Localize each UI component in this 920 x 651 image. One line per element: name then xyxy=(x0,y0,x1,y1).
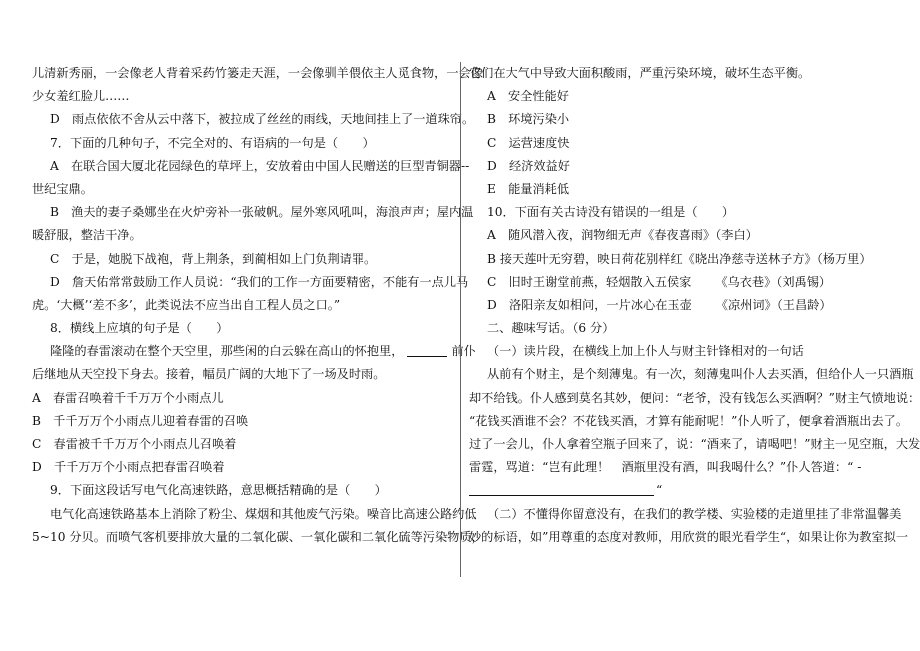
section-heading: 二、趣味写话。（6 分） xyxy=(487,321,615,336)
subsection-1: （一）读片段，在横线上加上仆人与财主针锋相对的一句话 xyxy=(487,344,804,359)
option-d xyxy=(469,294,887,317)
option-a: A 随风潜入夜，润物细无声《春夜喜雨》（李白） xyxy=(487,228,758,243)
option-c: C 于是，她脱下战袍，背上荆条，到蔺相如上门负荆请罪。 xyxy=(50,251,377,266)
question-8-passage-cont: 后继地从天空投下身去。接着，幅员广阔的大地下了一场及时雨。 xyxy=(32,367,386,382)
question-10: 10．下面有关古诗没有错误的一组是（ ） xyxy=(487,205,735,220)
story-line: “花钱买酒谁不会？不花钱买酒，才算有能耐呢！”仆人听了，便拿着酒瓶出去了。 xyxy=(469,413,909,428)
story-line: 从前有个财主，是个刻薄鬼。有一次，刻薄鬼叫仆人去买酒，但给仆人一只酒瓶 xyxy=(487,367,914,382)
question-7: 7．下面的几种句子，不完全对的、有语病的一句是（ ） xyxy=(50,135,375,150)
option-c: C 运营速度快 xyxy=(487,135,570,150)
passage-line: 它们在大气中导致大面积酸雨，严重污染环境，破坏生态平衡。 xyxy=(469,66,811,80)
option-a: A 在联合国大厦北花园绿色的草坪上，安放着由中国人民赠送的巨型青铜器-- xyxy=(50,158,470,173)
question-8-passage xyxy=(32,340,476,363)
fill-blank xyxy=(407,342,447,357)
option-d: D 千千万万个小雨点把春雷召唤着 xyxy=(32,460,225,475)
question-9-passage: 电气化高速铁路基本上消除了粉尘、煤烟和其他废气污染。噪音比高速公路约低 xyxy=(50,506,477,521)
story-line: 雷霆，骂道：“岂有此理！ 酒瓶里没有酒，叫我喝什么？”仆人答道：“ - xyxy=(469,460,862,475)
closing-quote: “ xyxy=(656,483,663,498)
poem-source: 《乌衣巷》（刘禹锡） xyxy=(715,274,832,289)
left-column xyxy=(32,62,484,549)
option-c xyxy=(469,271,887,294)
option-d: D 詹天佑常常鼓励工作人员说：“我们的工作一方面要精密，不能有一点儿马 xyxy=(50,274,469,289)
option-b: B 千千万万个小雨点儿迎着春雷的召唤 xyxy=(32,413,249,428)
passage-text: 隆隆的春雷滚动在整个天空里，那些闲的白云躲在高山的怀抱里， xyxy=(50,344,404,359)
poem-line: C 旧时王谢堂前燕，轻烟散入五侯家 xyxy=(487,274,692,289)
question-8: 8．横线上应填的句子是（ ） xyxy=(50,321,229,336)
option-b-cont: 暖舒服，整洁干净。 xyxy=(32,228,142,243)
poem-line: D 洛阳亲友如相问，一片冰心在玉壶 xyxy=(487,297,692,312)
option-d: D 经济效益好 xyxy=(487,158,570,173)
poem-source: 《凉州词》（王昌龄） xyxy=(715,297,832,312)
option-b: B 渔夫的妻子桑娜坐在火炉旁补一张破帆。屋外寒风吼叫，海浪声声；屋内温 xyxy=(50,205,474,220)
passage-text: 前仆 xyxy=(451,344,476,359)
option-a: A 安全性能好 xyxy=(487,89,569,104)
answer-line xyxy=(469,479,887,502)
story-line: 过了一会儿，仆人拿着空瓶子回来了，说：“酒来了，请喝吧！”财主一见空瓶，大发 xyxy=(469,437,920,451)
story-line: 却不给钱。仆人感到莫名其妙，便问：“老爷，没有钱怎么买酒啊？”财主气愤地说： xyxy=(469,390,920,405)
option-c: C 春雷被千千万万个小雨点儿召唤着 xyxy=(32,437,237,451)
answer-blank xyxy=(469,481,654,496)
option-b: B 接天莲叶无穷碧，映日荷花别样红《晓出净慈寺送林子方》（杨万里） xyxy=(487,251,872,266)
option-a: A 春雷召唤着千千万万个小雨点儿 xyxy=(32,390,224,405)
option-b: B 环境污染小 xyxy=(487,112,570,127)
passage-line: 儿清新秀丽，一会像老人背着采药竹篓走天涯，一会像驯羊偎依主人觅食物，一会像 xyxy=(32,66,483,80)
column-divider xyxy=(460,62,461,577)
passage-line: 少女羞红脸儿…… xyxy=(32,89,130,104)
subsection-2: （二）不懂得你留意没有，在我们的教学楼、实验楼的走道里挂了非常温馨美 xyxy=(487,506,902,521)
option-e: E 能量消耗低 xyxy=(487,181,570,196)
option-a-cont: 世纪宝鼎。 xyxy=(32,181,93,196)
right-column xyxy=(469,62,920,549)
option-d-cont: 虎。‘大概’‘差不多’，此类说法不应当出自工程人员之口。” xyxy=(32,297,341,312)
question-9: 9．下面这段话写电气化高速铁路，意思概括精确的是（ ） xyxy=(50,483,387,498)
question-9-passage-cont: 5~10 分贝。而喷气客机要排放大量的二氧化碳、一氧化碳和二氧化硫等污染物质， xyxy=(32,529,484,544)
subsection-2-cont: 妙的标语，如”用尊重的态度对教师，用欣赏的眼光看学生“，如果让你为教室拟一 xyxy=(469,529,909,544)
option-d: D 雨点依依不舍从云中落下，被拉成了丝丝的雨线，天地间挂上了一道珠帘。 xyxy=(50,112,475,127)
